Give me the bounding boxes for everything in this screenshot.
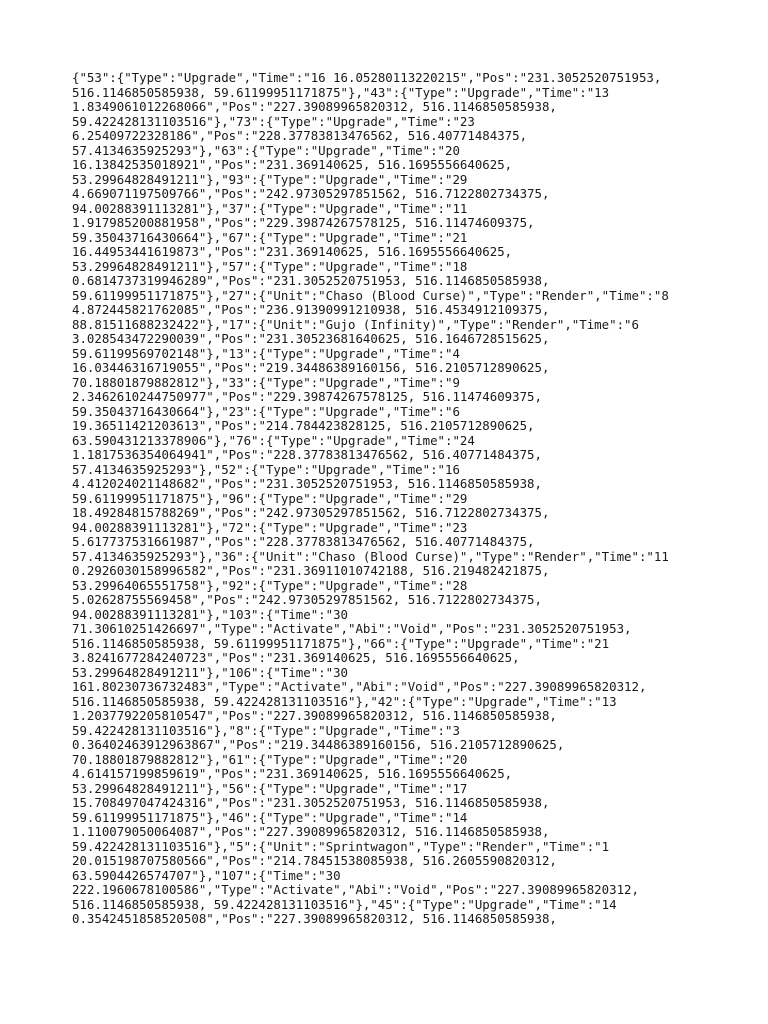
text-line: 16.03446316719055","Pos":"219.34486389160156, 516.2105712890625, [72, 360, 550, 375]
text-line: 53.29964828491211"},"93":{"Type":"Upgrade","Time":"29 [72, 171, 468, 187]
text-line: 4.669071197509766","Pos":"242.97305297851562, 516.7122802734375, [72, 186, 550, 201]
text-line: 59.35043716430664"},"23":{"Type":"Upgrade","Time":"6 [72, 403, 460, 419]
text-line: 16.13842535018921","Pos":"231.369140625, 516.1695556640625, [72, 157, 513, 172]
text-line: 53.29964828491211"},"57":{"Type":"Upgrade","Time":"18 [72, 258, 468, 274]
text-line: 0.2926030158996582","Pos":"231.36911010742188, 516.219482421875, [72, 563, 550, 578]
text-line: 1.1817536354064941","Pos":"228.37783813476562, 516.40771484375, [72, 447, 542, 462]
text-line: 59.61199569702148"},"13":{"Type":"Upgrade","Time":"4 [72, 345, 460, 361]
text-line: 4.614157199859619","Pos":"231.369140625, 516.1695556640625, [72, 766, 513, 781]
text-line: 88.81511688232422"},"17":{"Unit":"Gujo (Infinity)","Type":"Render","Time":"6 [72, 316, 639, 332]
text-line: 5.617737531661987","Pos":"228.37783813476562, 516.40771484375, [72, 534, 535, 549]
text-line: 53.29964828491211"},"106":{"Time":"30 [72, 664, 349, 680]
text-line: 59.422428131103516"},"5":{"Unit":"Sprintwagon","Type":"Render","Time":"1 [72, 838, 610, 854]
text-line: 15.708497047424316","Pos":"231.3052520751953, 516.1146850585938, [72, 795, 550, 810]
text-line: 222.1960678100586","Type":"Activate","Abi":"Void","Pos":"227.39089965820312, [72, 882, 639, 897]
text-line: 53.29964065551758"},"92":{"Type":"Upgrade","Time":"28 [72, 577, 468, 593]
text-line: 59.61199951171875"},"96":{"Type":"Upgrade","Time":"29 [72, 490, 468, 506]
text-line: 53.29964828491211"},"56":{"Type":"Upgrade","Time":"17 [72, 780, 468, 796]
text-line: 16.44953441619873","Pos":"231.369140625, 516.1695556640625, [72, 244, 513, 259]
text-line: 57.4134635925293"},"36":{"Unit":"Chaso (Blood Curse)","Type":"Render","Time":"11 [72, 548, 669, 564]
text-line: 20.015198707580566","Pos":"214.78451538085938, 516.2605590820312, [72, 853, 557, 868]
text-line: 94.00288391113281"},"37":{"Type":"Upgrade","Time":"11 [72, 200, 468, 216]
text-line: 59.422428131103516"},"73":{"Type":"Upgrade","Time":"23 [72, 113, 475, 129]
text-line: 57.4134635925293"},"52":{"Type":"Upgrade","Time":"16 [72, 461, 460, 477]
text-line: 63.590431213378906"},"76":{"Type":"Upgrade","Time":"24 [72, 432, 475, 448]
text-line: 516.1146850585938, 59.422428131103516"},"42":{"Type":"Upgrade","Time":"13 [72, 693, 617, 709]
text-line: 59.61199951171875"},"27":{"Unit":"Chaso (Blood Curse)","Type":"Render","Time":"8 [72, 287, 669, 303]
text-line: 70.18801879882812"},"33":{"Type":"Upgrade","Time":"9 [72, 374, 460, 390]
text-line: 94.00288391113281"},"103":{"Time":"30 [72, 606, 349, 622]
text-line: 4.872445821762085","Pos":"236.91390991210938, 516.4534912109375, [72, 302, 550, 317]
text-line: 516.1146850585938, 59.61199951171875"},"66":{"Type":"Upgrade","Time":"21 [72, 635, 610, 651]
text-line: 57.4134635925293"},"63":{"Type":"Upgrade","Time":"20 [72, 142, 460, 158]
json-text-body [72, 71, 732, 927]
text-line: 161.80230736732483","Type":"Activate","Abi":"Void","Pos":"227.39089965820312, [72, 679, 647, 694]
text-line: 4.412024021148682","Pos":"231.3052520751953, 516.1146850585938, [72, 476, 542, 491]
text-line: 59.422428131103516"},"8":{"Type":"Upgrade","Time":"3 [72, 722, 460, 738]
text-line: 1.917985200881958","Pos":"229.39874267578125, 516.11474609375, [72, 215, 535, 230]
text-line: 516.1146850585938, 59.61199951171875"},"43":{"Type":"Upgrade","Time":"13 [72, 84, 610, 100]
text-line: 19.36511421203613","Pos":"214.784423828125, 516.2105712890625, [72, 418, 535, 433]
text-line: 59.35043716430664"},"67":{"Type":"Upgrade","Time":"21 [72, 229, 468, 245]
text-line: 1.8349061012268066","Pos":"227.39089965820312, 516.1146850585938, [72, 99, 557, 114]
text-line: 1.2037792205810547","Pos":"227.39089965820312, 516.1146850585938, [72, 708, 557, 723]
text-line: 6.25409722328186","Pos":"228.37783813476562, 516.40771484375, [72, 128, 528, 143]
text-line: 70.18801879882812"},"61":{"Type":"Upgrade","Time":"20 [72, 751, 468, 767]
text-line: 71.30610251426697","Type":"Activate","Abi":"Void","Pos":"231.3052520751953, [72, 621, 632, 636]
text-line: 3.8241677284240723","Pos":"231.369140625, 516.1695556640625, [72, 650, 520, 665]
text-line: 94.00288391113281"},"72":{"Type":"Upgrade","Time":"23 [72, 519, 468, 535]
text-line: 5.02628755569458","Pos":"242.97305297851562, 516.7122802734375, [72, 592, 542, 607]
text-line: {"53":{"Type":"Upgrade","Time":"16 16.05280113220215","Pos":"231.3052520751953, [72, 70, 662, 85]
text-line: 63.5904426574707"},"107":{"Time":"30 [72, 867, 341, 883]
text-line: 516.1146850585938, 59.422428131103516"},"45":{"Type":"Upgrade","Time":"14 [72, 896, 617, 912]
text-line: 1.110079050064087","Pos":"227.39089965820312, 516.1146850585938, [72, 824, 550, 839]
text-line: 59.61199951171875"},"46":{"Type":"Upgrade","Time":"14 [72, 809, 468, 825]
text-line: 0.6814737319946289","Pos":"231.3052520751953, 516.1146850585938, [72, 273, 550, 288]
text-line: 2.3462610244750977","Pos":"229.39874267578125, 516.11474609375, [72, 389, 542, 404]
text-line: 0.3542451858520508","Pos":"227.39089965820312, 516.1146850585938, [72, 911, 557, 926]
text-line: 18.49284815788269","Pos":"242.97305297851562, 516.7122802734375, [72, 505, 550, 520]
text-line: 3.028543472290039","Pos":"231.30523681640625, 516.1646728515625, [72, 331, 550, 346]
text-line: 0.36402463912963867","Pos":"219.34486389160156, 516.2105712890625, [72, 737, 565, 752]
